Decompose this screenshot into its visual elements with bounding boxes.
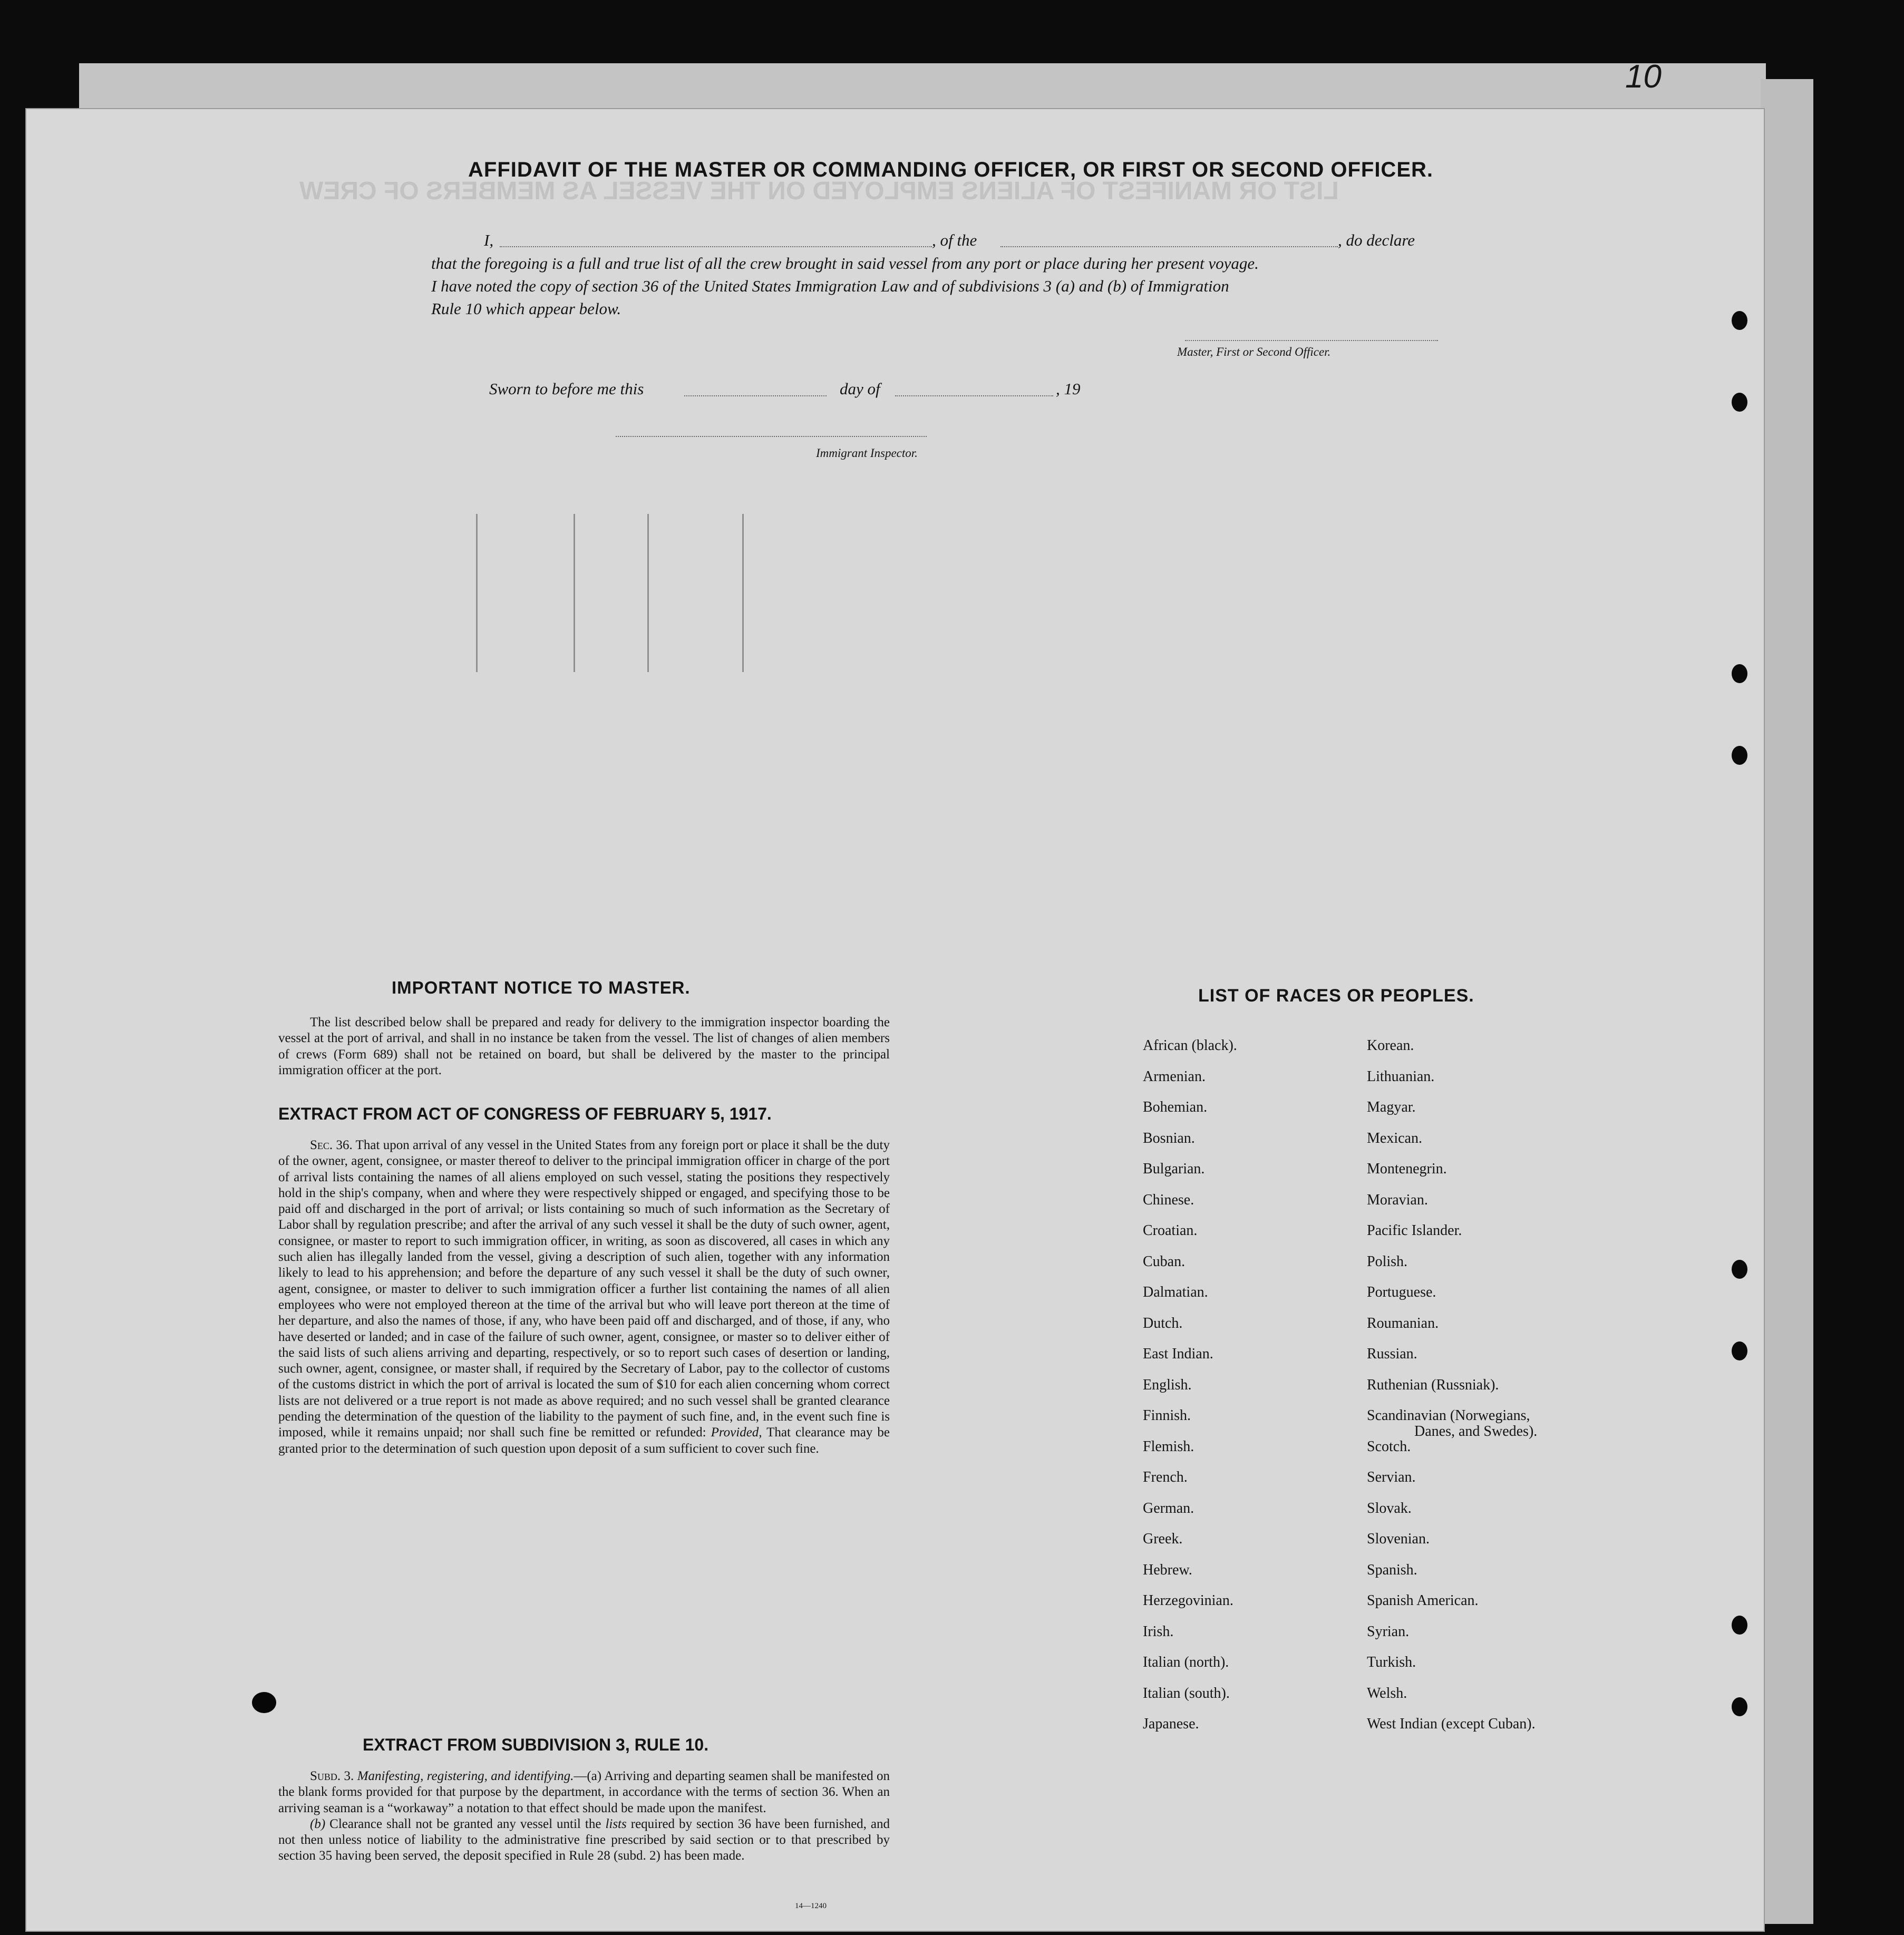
sworn-month-blank[interactable]: [895, 395, 1053, 396]
race-item: Pacific Islander.: [1367, 1222, 1462, 1239]
ink-blot: [252, 1692, 276, 1713]
race-item: Scandinavian (Norwegians,: [1367, 1407, 1530, 1424]
day-of-text: day of: [840, 380, 880, 398]
race-item: Slovak.: [1367, 1500, 1412, 1516]
master-signature-line[interactable]: [1185, 340, 1438, 341]
race-item: Moravian.: [1367, 1191, 1428, 1208]
bleed-column: [574, 514, 575, 672]
bleed-column: [476, 514, 478, 672]
race-item: Portuguese.: [1367, 1284, 1436, 1300]
subd-title: Manifesting, registering, and identifying.: [357, 1769, 574, 1783]
affidavit-line-2: that the foregoing is a full and true list of all the crew brought in said vessel from any port or place during her present voyage.: [431, 254, 1259, 273]
race-item: German.: [1143, 1500, 1194, 1516]
race-item: Magyar.: [1367, 1099, 1416, 1115]
affidavit-i: I,: [484, 231, 494, 249]
race-item: Greek.: [1143, 1531, 1183, 1547]
race-item: Spanish American.: [1367, 1592, 1479, 1609]
race-item: Flemish.: [1143, 1438, 1194, 1455]
rule-b-text-2: required by section 36 have been furnished, and not then unless notice of liability to the administrative fine prescribed by said section or to that prescribed by section 35 having been served, the deposit specified in Rule 28 (subd. 2) has been made.: [278, 1816, 890, 1863]
races-heading: LIST OF RACES OR PEOPLES.: [1198, 986, 1474, 1006]
race-item: Hebrew.: [1143, 1561, 1192, 1578]
page-number: 10: [1625, 59, 1662, 95]
race-item: Korean.: [1367, 1037, 1414, 1054]
rule-a-text: —(a) Arriving and departing seamen shall be manifested on the blank forms provided for that purpose by the department, in accordance with the terms of section 36. When an arriving seaman is a “workaway” a notation to that effect should be made upon the manifest.: [278, 1769, 890, 1815]
binder-hole: [1732, 1260, 1747, 1279]
race-item: Syrian.: [1367, 1623, 1410, 1640]
race-item: Italian (north).: [1143, 1654, 1229, 1670]
race-item: Herzegovinian.: [1143, 1592, 1233, 1609]
back-sheet-edge: [1761, 79, 1813, 1924]
race-item: Scotch.: [1367, 1438, 1411, 1455]
sworn-day-blank[interactable]: [684, 395, 827, 396]
inspector-signature-line[interactable]: [616, 436, 927, 437]
sworn-text: Sworn to before me this: [489, 380, 644, 398]
race-item: East Indian.: [1143, 1346, 1213, 1362]
subd-label: Subd. 3.: [310, 1769, 354, 1783]
notice-text: [278, 1015, 890, 1078]
form-code: 14—1240: [795, 1902, 827, 1910]
race-item: Dalmatian.: [1143, 1284, 1208, 1300]
act-body: That upon arrival of any vessel in the United States from any foreign port or place it shall be the duty of the owner, agent, consignee, or master thereof to deliver to the principal immigration officer in charge of the port of arrival lists containing the names of all aliens employed on such vessel, stating the positions they respectively hold in the ship's company, when and where they were respectively shipped or engaged, and specifying those to be paid off and discharged in the port of arrival; or lists containing so much of such information as the Secretary of Labor shall by regulation prescribe; and after the arrival of any such vessel it shall be the duty of such owner, agent, consignee, or master to report to such immigration officer, in writing, as soon as discovered, all cases in which any such alien has illegally landed from the vessel, giving a description of such alien, together with any information likely to lead to his apprehension; and before the departure of any such vessel it shall be the duty of such owner, agent, consignee, or master to deliver to such immigration officer a further list containing the names of all alien employees who were not employed thereon at the time of the arrival but who will leave port thereon at the time of her departure, and also the names of those, if any, who have been paid off and discharged, and of those, if any, who have deserted or landed; and in case of the failure of such owner, agent, consignee, or master so to deliver either of the said lists of such aliens arriving and departing, respectively, or so to report such cases of desertion or landing, such owner, agent, consignee, or master shall, if required by the Secretary of Labor, pay to the collector of customs of the customs district in which the port of arrival is located the sum of $10 for each alien concerning whom correct lists are not delivered or a true report is not made as above required; and no such vessel shall be granted clearance pending the determination of the question of the liability to the payment of such fine, and, in the event such fine is imposed, while it remains unpaid; nor shall such fine be remitted or refunded:: [278, 1138, 890, 1440]
rule-heading: EXTRACT FROM SUBDIVISION 3, RULE 10.: [363, 1735, 709, 1754]
race-item: Lithuanian.: [1367, 1068, 1435, 1085]
provided-label: Provided,: [711, 1425, 762, 1440]
binder-hole: [1732, 393, 1747, 412]
master-caption: Master, First or Second Officer.: [1177, 345, 1331, 358]
sec-label: Sec. 36.: [310, 1138, 353, 1152]
race-item: Spanish.: [1367, 1561, 1417, 1578]
rule-b-paragraph: [278, 1816, 890, 1864]
race-item: Bosnian.: [1143, 1130, 1195, 1146]
rule-b-text-1: Clearance shall not be granted any vessel until the: [329, 1816, 601, 1831]
race-item: Japanese.: [1143, 1716, 1199, 1732]
race-item: Mexican.: [1367, 1130, 1422, 1146]
affidavit-of-the: , of the: [932, 231, 977, 249]
notice-heading: IMPORTANT NOTICE TO MASTER.: [392, 978, 691, 997]
race-item: Turkish.: [1367, 1654, 1416, 1670]
affidavit-declare: , do declare: [1338, 231, 1415, 249]
bleed-through-title: LIST OR MANIFEST OF ALIENS EMPLOYED ON THE VESSEL AS MEMBERS OF CREW: [299, 177, 1339, 205]
race-item: Chinese.: [1143, 1191, 1194, 1208]
act-body-end: That clearance may be granted prior to the determination of such question upon deposit of a sum sufficient to cover such fine.: [278, 1425, 890, 1456]
act-text: [278, 1137, 890, 1457]
race-item: Danes, and Swedes).: [1414, 1423, 1538, 1440]
act-heading: EXTRACT FROM ACT OF CONGRESS OF FEBRUARY 5, 1917.: [278, 1104, 772, 1123]
binder-hole: [1732, 746, 1747, 765]
race-item: Servian.: [1367, 1469, 1416, 1485]
race-item: Dutch.: [1143, 1315, 1183, 1331]
race-item: Welsh.: [1367, 1685, 1407, 1701]
rule-a-paragraph: [278, 1768, 890, 1816]
race-item: Bohemian.: [1143, 1099, 1208, 1115]
race-item: Russian.: [1367, 1346, 1417, 1362]
manifest-page: [25, 59, 1765, 1932]
race-item: African (black).: [1143, 1037, 1237, 1054]
act-paragraph: [278, 1137, 890, 1457]
race-item: Finnish.: [1143, 1407, 1191, 1424]
race-item: Irish.: [1143, 1623, 1174, 1640]
rule-text: [278, 1768, 890, 1864]
race-item: Montenegrin.: [1367, 1161, 1447, 1177]
binder-hole: [1732, 311, 1747, 330]
race-item: French.: [1143, 1469, 1188, 1485]
affidavit-line-3: I have noted the copy of section 36 of the United States Immigration Law and of subdivisions 3 (a) and (b) of Immigration: [431, 277, 1229, 295]
name-blank[interactable]: [500, 246, 932, 247]
race-item: English.: [1143, 1376, 1192, 1393]
binder-hole: [1732, 664, 1747, 683]
race-item: Roumanian.: [1367, 1315, 1439, 1331]
binder-hole: [1732, 1616, 1747, 1635]
rule-b-label: (b): [310, 1816, 326, 1831]
vessel-blank[interactable]: [1000, 246, 1338, 247]
race-item: Slovenian.: [1367, 1531, 1430, 1547]
binder-hole: [1732, 1697, 1747, 1716]
race-item: Bulgarian.: [1143, 1161, 1205, 1177]
year-text: , 19: [1056, 380, 1081, 398]
notice-paragraph: The list described below shall be prepared and ready for delivery to the immigration inspector boarding the vessel at the port of arrival, and shall in no instance be taken from the vessel. The list of changes of alien members of crews (Form 689) shall not be retained on board, but shall be delivered by the master to the principal immigration officer at the port.: [278, 1015, 890, 1077]
race-item: Polish.: [1367, 1253, 1408, 1270]
race-item: Croatian.: [1143, 1222, 1198, 1239]
rule-b-lists: lists: [605, 1816, 627, 1831]
affidavit-line-4: Rule 10 which appear below.: [431, 299, 621, 318]
bleed-column: [647, 514, 649, 672]
race-item: Armenian.: [1143, 1068, 1206, 1085]
race-item: Cuban.: [1143, 1253, 1186, 1270]
affidavit-heading: AFFIDAVIT OF THE MASTER OR COMMANDING OFFICER, OR FIRST OR SECOND OFFICER.: [468, 158, 1433, 181]
race-item: Ruthenian (Russniak).: [1367, 1376, 1499, 1393]
binder-hole: [1732, 1341, 1747, 1360]
race-item: Italian (south).: [1143, 1685, 1230, 1701]
race-item: West Indian (except Cuban).: [1367, 1716, 1536, 1732]
inspector-caption: Immigrant Inspector.: [816, 446, 918, 460]
bleed-column: [742, 514, 744, 672]
